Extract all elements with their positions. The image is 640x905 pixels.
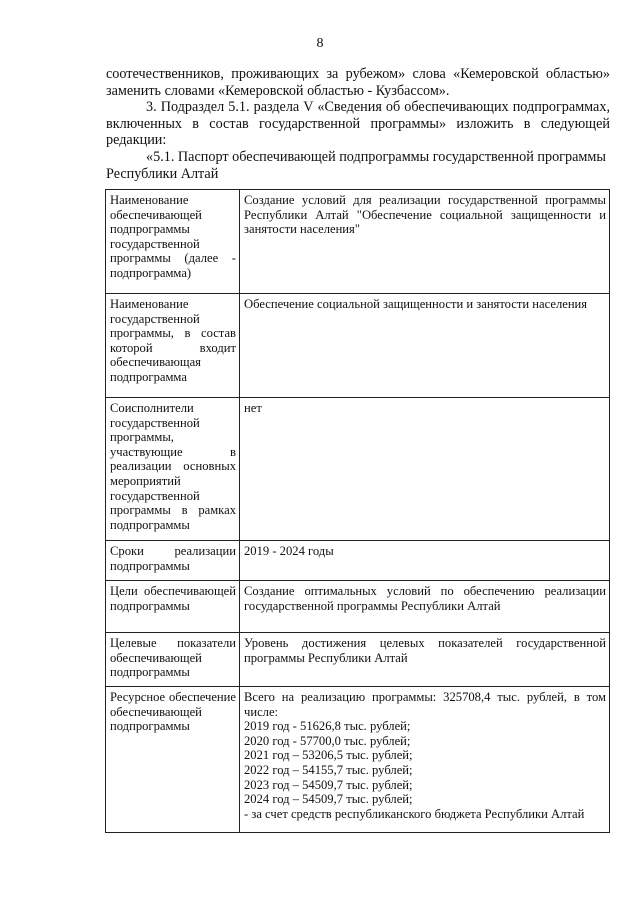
page-number: 8 (316, 36, 324, 51)
row-value: нет (240, 398, 610, 541)
table-row (106, 633, 610, 687)
table-row (106, 294, 610, 398)
row-value-list (240, 687, 610, 833)
funding-year-line: 2021 год – 53206,5 тыс. рублей; (244, 748, 413, 763)
row-value: 2019 - 2024 годы (240, 541, 610, 581)
table-row (106, 581, 610, 633)
intro-paragraph-1: соотечественников, проживающих за рубежом» слова «Кемеровской областью» заменить словами «Кемеровской областью - Кузбассом». (106, 66, 610, 99)
table-row (106, 190, 610, 294)
funding-year-line: 2020 год - 57700,0 тыс. рублей; (244, 733, 411, 748)
row-label: Наименование государственной программы, в состав которой входит обеспечивающая подпрограмма (106, 294, 240, 398)
funding-total-line: Всего на реализацию программы: 325708,4 тыс. рублей, в том числе: (244, 690, 606, 719)
table-row (106, 687, 610, 833)
row-value: Уровень достижения целевых показателей государственной программы Республики Алтай (240, 633, 610, 687)
funding-year-line: 2024 год – 54509,7 тыс. рублей; (244, 792, 413, 807)
table-row (106, 398, 610, 541)
row-label: Наименование обеспечивающей подпрограммы государственной программы (далее - подпрограмма) (106, 190, 240, 294)
table-row (106, 541, 610, 581)
funding-year-line: 2023 год – 54509,7 тыс. рублей; (244, 777, 413, 792)
row-label: Цели обеспечивающей подпрограммы (106, 581, 240, 633)
row-label: Сроки реализации подпрограммы (106, 541, 240, 581)
row-value: Создание условий для реализации государственной программы Республики Алтай "Обеспечение социальной защищенности и занятости населения" (240, 190, 610, 294)
row-label: Соисполнители государственной программы, участвующие в реализации основных мероприятий государственной программы в рамках подпрограммы (106, 398, 240, 541)
row-value: Обеспечение социальной защищенности и занятости населения (240, 294, 610, 398)
funding-year-line: 2019 год - 51626,8 тыс. рублей; (244, 719, 411, 734)
subprogram-passport-table (105, 189, 610, 833)
funding-source-line: - за счет средств республиканского бюджета Республики Алтай (244, 806, 585, 821)
row-label: Целевые показатели обеспечивающей подпрограммы (106, 633, 240, 687)
intro-paragraph-2: 3. Подраздел 5.1. раздела V «Сведения об обеспечивающих подпрограммах, включенных в состав государственной программы» изложить в следующей редакции: (106, 99, 610, 149)
intro-paragraph-3: «5.1. Паспорт обеспечивающей подпрограммы государственной программы Республики Алтай (106, 148, 606, 182)
intro-text (106, 66, 610, 182)
row-label: Ресурсное обеспечение обеспечивающей подпрограммы (106, 687, 240, 833)
row-value: Создание оптимальных условий по обеспечению реализации государственной программы Республики Алтай (240, 581, 610, 633)
funding-year-line: 2022 год – 54155,7 тыс. рублей; (244, 762, 413, 777)
